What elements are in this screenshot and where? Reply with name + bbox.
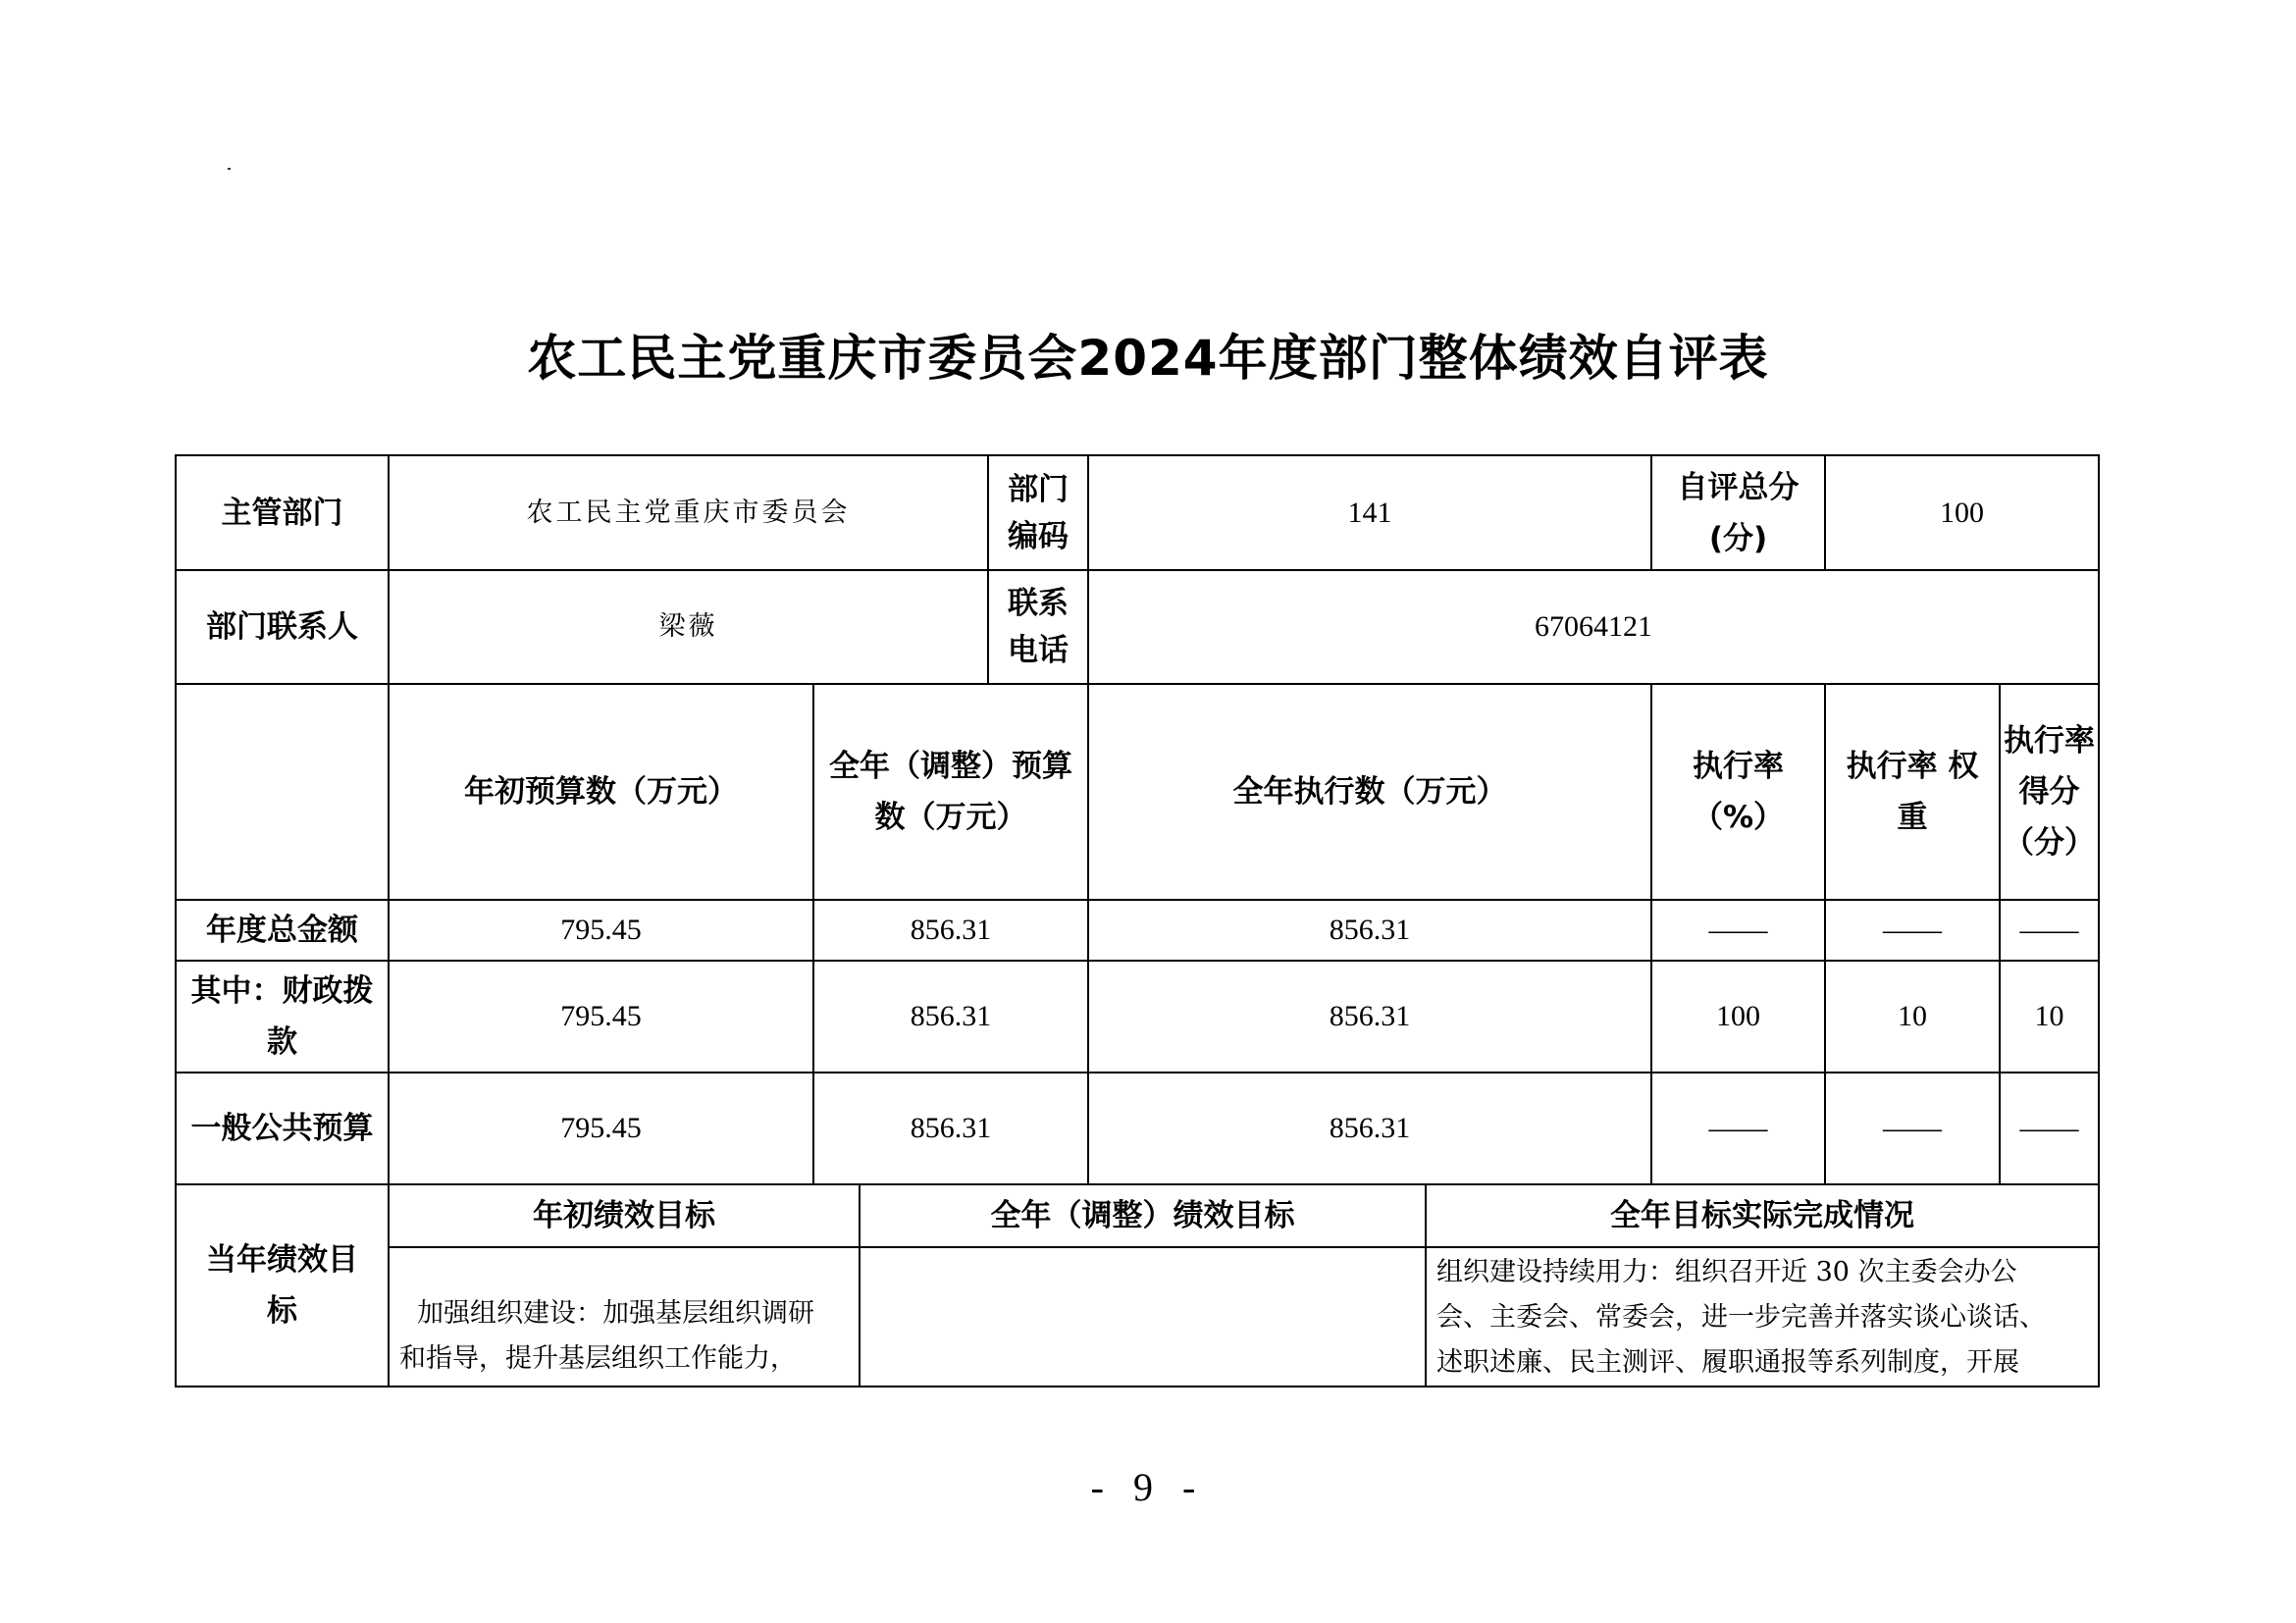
self-score-label: 自评总分(分) [1650,454,1826,571]
scan-speck [228,168,231,170]
budget-header-adjusted: 全年（调整）预算数（万元） [812,683,1089,901]
goals-actual-line: 会、主委会、常委会，进一步完善并落实谈心谈话、 [1436,1302,2046,1333]
goals-actual-text [1425,1246,2100,1387]
self-score-value: 100 [1824,454,2100,571]
dept-label: 主管部门 [175,454,390,571]
budget-row-adjusted: 856.31 [812,899,1089,962]
budget-row-score: —— [1999,1072,2100,1185]
phone-value: 67064121 [1087,569,2100,685]
budget-row-initial: 795.45 [388,960,814,1073]
goals-header-actual: 全年目标实际完成情况 [1425,1183,2100,1248]
budget-row-initial: 795.45 [388,1072,814,1185]
dept-value: 农工民主党重庆市委员会 [388,454,989,571]
budget-row-rate: 100 [1650,960,1826,1073]
page-title: 农工民主党重庆市委员会2024年度部门整体绩效自评表 [527,330,1769,387]
phone-label: 联系电话 [987,569,1089,685]
dept-code-label: 部门编码 [987,454,1089,571]
goals-header-initial: 年初绩效目标 [388,1183,861,1248]
budget-row-weight: —— [1824,1072,2001,1185]
budget-row-executed: 856.31 [1087,1072,1652,1185]
budget-header-blank [175,683,390,901]
budget-row-executed: 856.31 [1087,960,1652,1073]
budget-header-rate: 执行率（%） [1650,683,1826,901]
goals-label: 当年绩效目标 [175,1183,390,1387]
budget-header-weight: 执行率 权重 [1824,683,2001,901]
budget-row-weight: 10 [1824,960,2001,1073]
budget-row-label: 其中：财政拨款 [175,960,390,1073]
goals-adjusted-text [859,1246,1427,1387]
contact-label: 部门联系人 [175,569,390,685]
goals-header-adjusted: 全年（调整）绩效目标 [859,1183,1427,1248]
budget-row-score: 10 [1999,960,2100,1073]
budget-row-rate: —— [1650,899,1826,962]
goals-actual-line: 述职述廉、民主测评、履职通报等系列制度，开展 [1436,1347,2019,1378]
budget-row-rate: —— [1650,1072,1826,1185]
budget-row-adjusted: 856.31 [812,1072,1089,1185]
budget-row-score: —— [1999,899,2100,962]
budget-header-initial: 年初预算数（万元） [388,683,814,901]
budget-row-weight: —— [1824,899,2001,962]
budget-row-label: 年度总金额 [175,899,390,962]
budget-row-executed: 856.31 [1087,899,1652,962]
goals-initial-text [388,1246,861,1387]
goals-initial-line: 加强组织建设：加强基层组织调研 [417,1298,814,1329]
budget-row-adjusted: 856.31 [812,960,1089,1073]
page-number: - 9 - [1090,1465,1206,1509]
budget-header-executed: 全年执行数（万元） [1087,683,1652,901]
goals-initial-line: 和指导，提升基层组织工作能力， [399,1343,797,1374]
contact-value: 梁薇 [388,569,989,685]
budget-row-label: 一般公共预算 [175,1072,390,1185]
budget-header-score: 执行率得分（分） [1999,683,2100,901]
budget-row-initial: 795.45 [388,899,814,962]
dept-code-value: 141 [1087,454,1652,571]
goals-actual-line: 组织建设持续用力：组织召开近 30 次主委会办公 [1436,1257,2017,1287]
